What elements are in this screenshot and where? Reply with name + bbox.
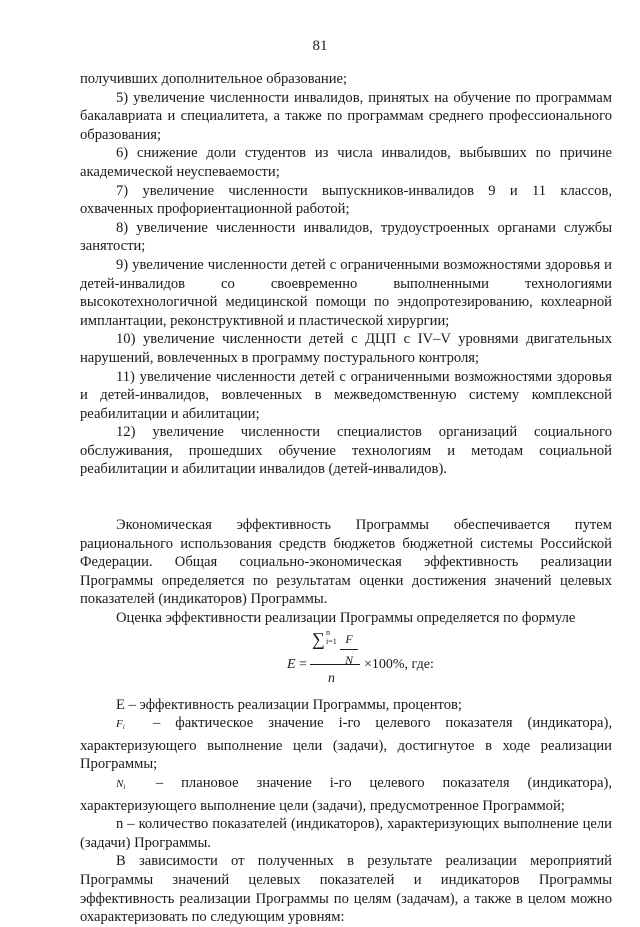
paragraph: получивших дополнительное образование; — [80, 71, 348, 87]
list-item: 6) снижение доли студентов из числа инвалидов, выбывших по причине академической неуспеваемости; — [80, 145, 612, 180]
formula-numerator — [312, 627, 353, 668]
definition-N-text: – плановое значение i-го целевого показателя (индикатора), характеризующего выполнение цели (задачи), предусмотренное Программой; — [80, 775, 612, 814]
list-item: 8) увеличение численности инвалидов, трудоустроенных органами службы занятости; — [80, 219, 612, 255]
list-item: 7) увеличение численности выпускников-инвалидов 9 и 11 классов, охваченных профориентационной работой; — [80, 182, 612, 218]
sum-limits — [326, 628, 337, 646]
list-item: 12) увеличение численности специалистов организаций социального обслуживания, прошедших обучение технологиям и методам социальной реабилитации и абилитации инвалидов (детей-инвалидов). — [80, 424, 612, 478]
document-body — [80, 70, 612, 927]
sigma-symbol: ∑ — [312, 628, 325, 649]
list-item: 5) увеличение численности инвалидов, принятых на обучение по программам бакалавриата и специалитета, а также по программам среднего профессионального образования; — [80, 89, 612, 143]
formula-equals: = — [299, 656, 307, 672]
fraction-numerator: F — [345, 631, 353, 646]
efficiency-formula — [80, 627, 612, 692]
definition-F — [80, 714, 612, 774]
list-item: 9) увеличение численности детей с ограниченными возможностями здоровья и детей-инвалидов со своевременно выполненными технологиями высокотехнологичной медицинской помощи по эндопротезированию, кохлеарной имплантации, реконструктивной и пластической хирургии; — [80, 256, 612, 329]
list-item: 11) увеличение численности детей с ограниченными возможностями здоровья и детей-инвалидов, вовлеченных в межведомственную систему комплексной реабилитации и абилитации; — [80, 368, 612, 422]
paragraph-gap — [80, 479, 612, 516]
formula-divisor: n — [328, 670, 335, 686]
paragraph-final: В зависимости от полученных в результате реализации мероприятий Программы значений целевых показателей и индикаторов Программы эффективность реализации Программы по целям (задачам), а также в целом можно охарактеризовать по следующим уровням: — [80, 853, 612, 926]
page-number: 81 — [312, 38, 328, 54]
list-item: 10) увеличение численности детей с ДЦП с IV–V уровнями двигательных нарушений, вовлеченных в программу постурального контроля; — [80, 331, 612, 366]
paragraph-economic-efficiency: Экономическая эффективность Программы обеспечивается путем рационального использования средств бюджетов бюджетной системы Российской Федерации. Общая социально-экономическая эффективность реализации Программы определяется по результатам оценки достижения значений целевых показателей (индикаторов) Программы. — [80, 517, 612, 608]
fraction-bar — [340, 649, 358, 650]
symbol-N: N i — [116, 775, 138, 797]
paragraph-formula-intro: Оценка эффективности реализации Программы определяется по формуле — [116, 610, 576, 627]
fraction-denominator: N — [344, 653, 353, 668]
formula-multiplier: ×100%, где: — [364, 656, 434, 672]
formula-lhs: E — [287, 656, 296, 672]
main-fraction-bar — [310, 664, 360, 665]
sum-upper-limit: n — [326, 627, 330, 637]
definition-F-text: – фактическое значение i-го целевого показателя (индикатора), характеризующего выполнение цели (задачи), достигнутое в ходе реализации Программы; — [80, 715, 612, 773]
sum-lower-limit: i=1 — [326, 636, 337, 646]
definition-E: Е – эффективность реализации Программы, процентов; — [116, 696, 462, 713]
symbol-F: F i — [116, 715, 138, 737]
definition-n: n – количество показателей (индикаторов), характеризующих выполнение цели (задачи) Программы. — [80, 816, 612, 851]
definition-N — [80, 774, 612, 815]
